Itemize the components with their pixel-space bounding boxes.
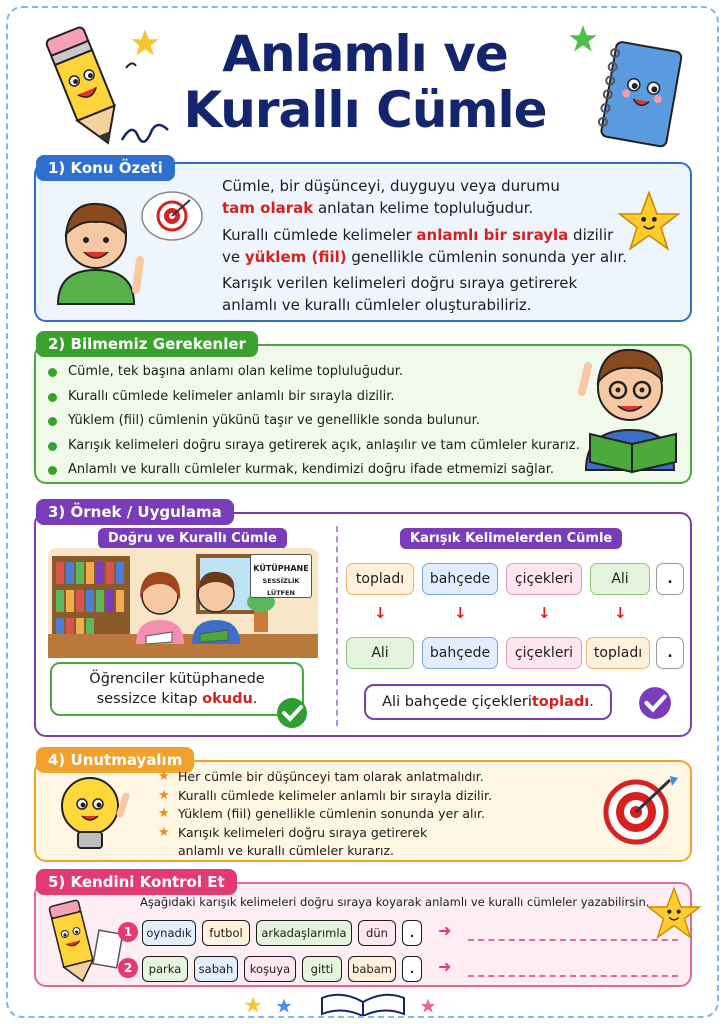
word-chip: parka xyxy=(142,956,188,982)
lightbulb-mascot-icon xyxy=(50,772,136,856)
word-chip: sabah xyxy=(194,956,238,982)
green-check-icon xyxy=(276,697,308,729)
list-item: Kurallı cümlede kelimeler anlamlı bir sırayla dizilir. xyxy=(46,385,580,410)
purple-check-icon xyxy=(638,686,672,720)
highlight-text: yüklem (fiil) xyxy=(244,248,347,266)
word-chip: Ali xyxy=(590,563,650,595)
word-chip: . xyxy=(402,956,422,982)
word-chip: . xyxy=(656,637,684,669)
word-chip: koşuya xyxy=(244,956,296,982)
section-5-tag: 5) Kendini Kontrol Et xyxy=(36,869,237,895)
word-chip: babam xyxy=(348,956,396,982)
result-text: . xyxy=(589,694,594,710)
example-text: Öğrenciler kütüphanede xyxy=(89,671,265,687)
highlight-text: anlamlı bir sırayla xyxy=(416,226,569,244)
exercise-instruction: Aşağıdaki karışık kelimeleri doğru sıraya koyarak anlamlı ve kurallı cümleler yazabilirsin. xyxy=(140,895,650,909)
down-arrow-icon: ↓ xyxy=(614,604,627,622)
word-chip: oynadık xyxy=(142,920,196,946)
title-line-2: Kurallı Cümle xyxy=(183,81,547,139)
library-sign xyxy=(250,554,312,598)
summary-paragraph-2 xyxy=(222,224,627,268)
reminder-list xyxy=(158,768,492,861)
list-item: ★ Yüklem (fiil) genellikle cümlenin sonunda yer alır. xyxy=(158,805,492,824)
highlight-text: topladı xyxy=(531,694,590,710)
word-chip: . xyxy=(656,563,684,595)
summary-text: anlatan kelime topluluğudur. xyxy=(313,199,534,217)
word-chip: çiçekleri xyxy=(506,563,582,595)
list-item: ★ Kurallı cümlede kelimeler anlamlı bir sırayla dizilir. xyxy=(158,787,492,806)
word-chip: topladı xyxy=(346,563,414,595)
correct-sentence-box xyxy=(50,662,304,716)
example-text xyxy=(89,689,264,709)
summary-text: Kurallı cümlede kelimeler xyxy=(222,226,417,244)
right-arrow-icon: ➜ xyxy=(438,957,452,976)
sign-text: SESSİZLİK LÜTFEN xyxy=(262,577,300,597)
word-chip: gitti xyxy=(302,956,342,982)
summary-text: dizilir xyxy=(568,226,614,244)
summary-text: ve xyxy=(222,248,245,266)
word-chip: dün xyxy=(358,920,396,946)
smiling-star-icon xyxy=(646,886,702,942)
question-number: 2 xyxy=(118,958,138,978)
highlight-text: okudu xyxy=(202,691,253,707)
list-item: Yüklem (fiil) cümlenin yükünü taşır ve genellikle sonda bulunur. xyxy=(46,409,580,434)
title-line-1: Anlamlı ve xyxy=(222,25,508,83)
open-book-icon xyxy=(318,990,408,1016)
section-4-tag: 4) Unutmayalım xyxy=(36,747,194,773)
word-chip: bahçede xyxy=(422,563,498,595)
summary-text: genellikle cümlenin sonunda yer alır. xyxy=(346,248,628,266)
summary-paragraph-1 xyxy=(222,175,560,219)
answer-line-2[interactable] xyxy=(468,975,678,977)
summary-line xyxy=(222,246,627,268)
summary-line: Karışık verilen kelimeleri doğru sıraya getirerek xyxy=(222,274,578,292)
section-2-tag: 2) Bilmemiz Gerekenler xyxy=(36,331,258,357)
summary-paragraph-3 xyxy=(222,272,577,316)
highlight-text: tam olarak xyxy=(222,199,314,217)
summary-line: anlamlı ve kurallı cümleler oluşturabiliriz. xyxy=(222,296,532,314)
word-chip: bahçede xyxy=(422,637,498,669)
word-chip: topladı xyxy=(586,637,650,669)
right-arrow-icon: ➜ xyxy=(438,921,452,940)
target-bubble-icon xyxy=(138,190,204,246)
list-item: Karışık kelimeleri doğru sıraya getirerek açık, anlaşılır ve tam cümleler kurarız. xyxy=(46,434,580,459)
pencil-with-paper-icon xyxy=(40,898,124,984)
summary-line xyxy=(222,224,627,246)
mixed-words-tag: Karışık Kelimelerden Cümle xyxy=(400,528,622,549)
word-chip: futbol xyxy=(202,920,250,946)
star-icon xyxy=(420,998,436,1014)
summary-line: Cümle, bir düşünceyi, duyguyu veya durumu xyxy=(222,177,560,195)
word-chip: . xyxy=(402,920,422,946)
list-item: Cümle, tek başına anlamı olan kelime topluluğudur. xyxy=(46,360,580,385)
example-text: sessizce kitap xyxy=(96,691,203,707)
sign-text: KÜTÜPHANE xyxy=(253,564,309,573)
star-icon xyxy=(244,996,262,1014)
knowledge-list xyxy=(46,360,580,483)
list-item: Anlamlı ve kurallı cümleler kurmak, kendimizi doğru ifade etmemizi sağlar. xyxy=(46,458,580,483)
list-item: ★ Her cümle bir düşünceyi tam olarak anlatmalıdır. xyxy=(158,768,492,787)
boy-pointing-icon xyxy=(40,186,152,316)
section-1-tag: 1) Konu Özeti xyxy=(36,155,175,181)
word-chip: Ali xyxy=(346,637,414,669)
result-sentence-box xyxy=(364,684,612,720)
notebook-mascot-icon xyxy=(588,38,693,156)
boy-with-book-icon xyxy=(572,330,684,476)
word-chip: arkadaşlarımla xyxy=(256,920,352,946)
down-arrow-icon: ↓ xyxy=(374,604,387,622)
result-text: Ali bahçede çiçekleri xyxy=(382,694,532,710)
summary-line xyxy=(222,197,560,219)
target-icon xyxy=(600,774,680,846)
down-arrow-icon: ↓ xyxy=(538,604,551,622)
down-arrow-icon: ↓ xyxy=(454,604,467,622)
correct-sentence-tag: Doğru ve Kurallı Cümle xyxy=(98,528,287,549)
question-number: 1 xyxy=(118,922,138,942)
section-3-tag: 3) Örnek / Uygulama xyxy=(36,499,234,525)
page-title xyxy=(150,26,580,138)
section-divider xyxy=(336,526,338,726)
list-item: ★ Karışık kelimeleri doğru sıraya getirerek anlamlı ve kurallı cümleler kurarız. xyxy=(158,824,492,861)
star-icon xyxy=(276,998,292,1014)
word-chip: çiçekleri xyxy=(506,637,582,669)
example-text: . xyxy=(252,691,258,707)
